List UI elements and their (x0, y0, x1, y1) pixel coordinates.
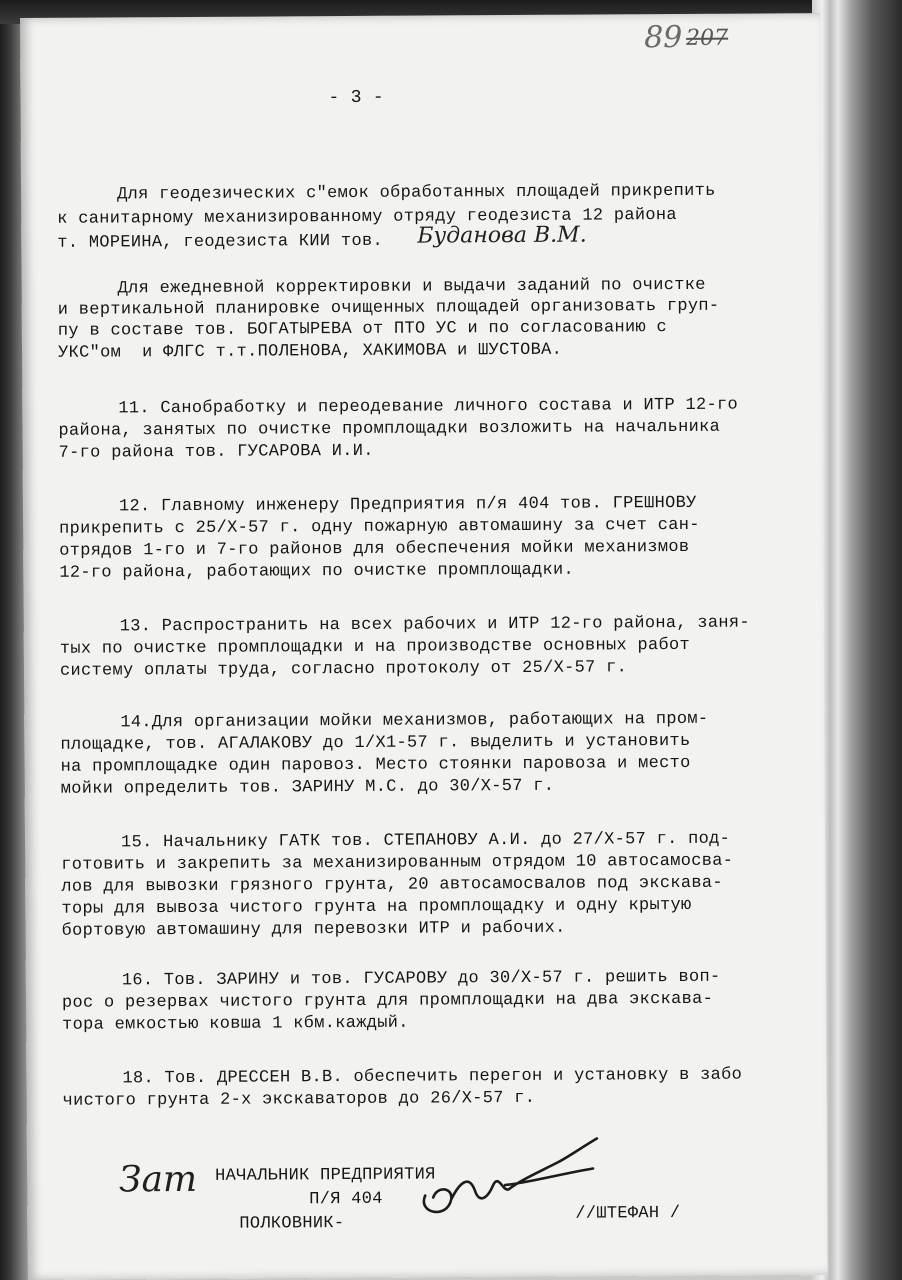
text-line: пу в составе тов. БОГАТЫРЕВА от ПТО УС и по согласованию с (57, 318, 668, 341)
text-line: отрядов 1-го и 7-го районов для обеспечения мойки механизмов (59, 537, 690, 561)
page-number: - 3 - (328, 87, 385, 109)
text-line: Для геодезических с"емок обработанных площадей прикрепить (117, 181, 716, 205)
text-line: 15. Начальнику ГАТК тов. СТЕПАНОВУ А.И. до 27/Х-57 г. под- (120, 829, 731, 853)
text-line: района, занятых по очистке промплощадки возложить на начальника (58, 417, 721, 441)
text-line: к санитарному механизированному отряду геодезиста 12 района (57, 205, 677, 229)
text-line: лов для вывозки грязного грунта, 20 автосамосвалов под экскава- (61, 873, 723, 897)
text-line: тых по очистке промплощадки и на производстве основных работ (59, 635, 691, 659)
text-line: Для ежедневной корректировки и выдачи заданий по очистке (117, 275, 706, 299)
signatory-rank: ПОЛКОВНИК- (239, 1214, 345, 1234)
handwritten-signature (407, 1132, 608, 1233)
signatory-title: НАЧАЛЬНИК ПРЕДПРИЯТИЯ (215, 1165, 436, 1186)
text-line: бортовую автомашину для перевозки ИТР и рабочих. (61, 918, 566, 941)
handwritten-resolution-note: Зат (118, 1158, 198, 1201)
text-line: торы для вывоза чистого грунта на промплощадку и одну крытую (61, 895, 692, 919)
text-line: и вертикальной планировке очищенных площадей организовать груп- (57, 296, 720, 320)
text-line: рос о резервах чистого грунта для промплощадки на два экскава- (61, 989, 714, 1013)
archive-sheet-old-number: 207 (686, 25, 729, 51)
text-line: 18. Тов. ДРЕССЕН В.В. обеспечить перегон и установку в забо (122, 1065, 743, 1089)
archive-sheet-number: 89 (644, 19, 683, 56)
text-line: 12-го района, работающих по очистке промплощадки. (59, 560, 575, 583)
text-line: чистого грунта 2-х экскаваторов до 26/Х-57 г. (62, 1088, 536, 1111)
text-line: 7-го района тов. ГУСАРОВА И.И. (58, 441, 374, 463)
text-line: систему оплаты труда, согласно протоколу от 25/Х-57 г. (59, 658, 628, 681)
text-line: 16. Тов. ЗАРИНУ и тов. ГУСАРОВУ до 30/Х-57 г. решить воп- (121, 967, 721, 991)
signatory-enterprise: П/Я 404 (309, 1189, 383, 1210)
text-line: прикрепить с 25/Х-57 г. одну пожарную автомашину за счет сан- (59, 515, 700, 539)
text-line: 12. Главному инженеру Предприятия п/я 404 тов. ГРЕШНОВУ (118, 493, 697, 517)
text-line: мойки определить тов. ЗАРИНУ М.С. до 30/Х-57 г. (60, 776, 555, 799)
handwritten-name: Буданова В.М. (417, 222, 587, 249)
document-page (20, 13, 828, 1280)
text-line: тора емкостью ковша 1 кбм.каждый. (62, 1013, 409, 1035)
text-line: 13. Распространить на всех рабочих и ИТР 12-го района, заня- (119, 613, 750, 637)
text-line: УКС"ом и ФЛГС т.т.ПОЛЕНОВА, ХАКИМОВА и ШУСТОВА. (57, 340, 563, 363)
text-line: 14.Для организации мойки механизмов, работающих на пром- (120, 709, 709, 733)
text-line: площадке, тов. АГАЛАКОВУ до 1/Х1-57 г. выделить и установить (60, 731, 691, 755)
signatory-name: //ШТЕФАН / (575, 1203, 681, 1224)
text-line: 11. Санобработку и переодевание личного состава и ИТР 12-го (118, 395, 739, 419)
text-line: готовить и закрепить за механизированным отрядом 10 автосамосва- (61, 851, 734, 875)
text-line: т. МОРЕИНА, геодезиста КИИ тов. (57, 231, 383, 253)
text-line: на промплощадке один паровоз. Место стоянки паровоза и место (60, 753, 691, 777)
